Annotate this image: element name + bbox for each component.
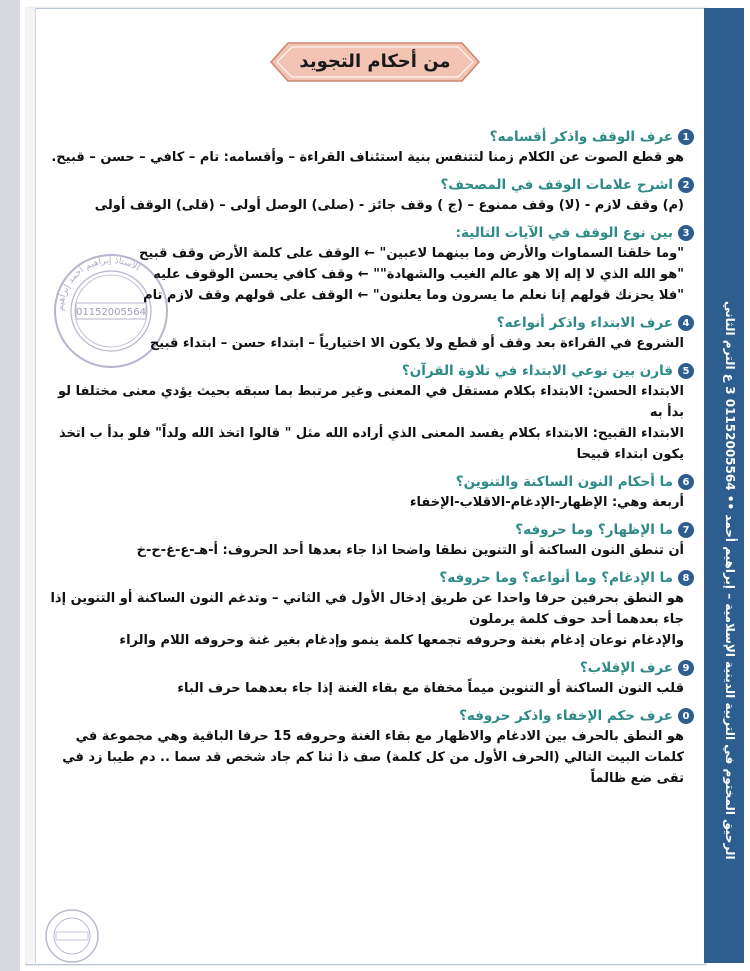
- question-number-badge: 6: [678, 474, 694, 490]
- small-stamp: [44, 908, 100, 964]
- question-text: ما أحكام النون الساكنة والتنوين؟: [455, 474, 673, 490]
- question-number-badge: 0: [678, 708, 694, 724]
- page-binding-edge: [26, 8, 36, 963]
- answer-block: [48, 195, 694, 216]
- question-row: [48, 361, 694, 381]
- answer-line: "وما خلقنا السماوات والأرض وما بينهما لاعبين" ← الوقف على كلمة الأرض وقف قبيح: [139, 246, 684, 261]
- question-row: [48, 658, 694, 678]
- question-number-badge: 9: [678, 660, 694, 676]
- question-row: [48, 568, 694, 588]
- question-text: عرف حكم الإخفاء واذكر حروفه؟: [459, 708, 673, 724]
- question-number-badge: 5: [678, 363, 694, 379]
- answer-line: هو النطق بالحرف بين الادغام والاظهار مع بقاء الغنة وحروفه 15 حرفا الباقية وهي مجموعة في كلمات البيت التالي (الحرف الأول من كل كلمة) صف ذا ثنا كم جاد شخص قد سما .. دم طيبا زد في تقى ضع ظالماً: [62, 729, 684, 786]
- qa-list: [48, 120, 694, 789]
- question-row: [48, 313, 694, 333]
- question-number-badge: 3: [678, 225, 694, 241]
- question-row: [48, 175, 694, 195]
- question-number-badge: 8: [678, 570, 694, 586]
- title-badge: [270, 42, 480, 82]
- answer-line: الشروع في القراءة بعد وقف أو قطع ولا يكون الا اختيارياً – ابتداء حسن – ابتداء قبيح: [149, 336, 684, 351]
- question-text: بين نوع الوقف في الآيات التالية:: [455, 225, 673, 241]
- answer-line: "هو الله الذي لا إله إلا هو عالم الغيب والشهادة"" ← وقف كافي يحسن الوقوف عليه: [153, 267, 684, 282]
- question-text: عرف الابتداء واذكر أنواعه؟: [496, 315, 673, 331]
- answer-block: [48, 726, 694, 789]
- question-text: عرف الإقلاب؟: [579, 660, 673, 676]
- answer-block: [48, 540, 694, 561]
- answer-line: (م) وقف لازم - (لا) وقف ممنوع – (ج ) وقف جائز - (صلى) الوصل أولى – (قلى) الوقف أولى: [94, 198, 684, 213]
- answer-line: هو النطق بحرفين حرفا واحدا عن طريق إدخال الأول في الثاني – وتدغم النون الساكنة أو التنوين إذا جاء بعدهما أحد حوف كلمة يرملون: [50, 591, 684, 627]
- question-number-badge: 1: [678, 129, 694, 145]
- question-number-badge: 4: [678, 315, 694, 331]
- answer-line: والإدغام نوعان إدغام بغنة وحروفه تجمعها كلمة ينمو وإدغام بغير غنة وحروفه اللام والراء: [119, 633, 684, 648]
- question-row: [48, 706, 694, 726]
- answer-line: الابتداء القبيح: الابتداء بكلام يفسد المعنى الذي أراده الله مثل " قالوا اتخذ الله ولداً" فلو بدأ ب اتخذ يكون ابتداء قبيحا: [58, 426, 684, 462]
- question-text: ما الإدغام؟ وما أنواعه؟ وما حروفه؟: [439, 570, 673, 586]
- answer-line: قلب النون الساكنة أو التنوين ميماً مخفاة مع بقاء الغنة إذا جاء بعدهما حرف الباء: [177, 681, 684, 696]
- question-text: اشرح علامات الوقف في المصحف؟: [440, 177, 673, 193]
- answer-line: الابتداء الحسن: الابتداء بكلام مستقل في المعنى وغير مرتبط بما سبقه بحيث يؤدي معنى مختلفا لو بدأ به: [58, 384, 684, 420]
- stamp-ring-text: الأستاذ إبراهيم أحمد إبراهيم: [55, 255, 142, 312]
- stamp-phone: 01152005564: [76, 307, 146, 318]
- question-number-badge: 7: [678, 522, 694, 538]
- side-strip-text: الرحيق المختوم في التربية الدينية الإسلامية – إبراهيم أحمد •• 01152005564 3 ع الترم الثاني: [723, 300, 737, 860]
- question-text: ما الإظهار؟ وما حروفه؟: [515, 522, 673, 538]
- question-text: عرف الوقف واذكر أقسامه؟: [489, 129, 673, 145]
- answer-line: أن تنطق النون الساكنة أو التنوين نطقا واضحا اذا جاء بعدها أحد الحروف: أ-هـ-ع-غ-ح-خ: [136, 543, 684, 558]
- answer-block: [48, 147, 694, 168]
- answer-line: هو قطع الصوت عن الكلام زمنا لتتنفس بنية استئناف القراءة – وأقسامه: تام – كافي – حسن – قبيح.: [51, 150, 684, 165]
- answer-block: [48, 333, 694, 354]
- answer-line: أربعة وهي: الإظهار-الإدغام-الاقلاب-الإخفاء: [409, 495, 684, 510]
- answer-line: "فلا يحزنك قولهم إنا نعلم ما يسرون وما يعلنون" ← الوقف على قولهم وقف لازم تام: [143, 288, 684, 303]
- question-text: قارن بين نوعي الابتداء في تلاوة القرآن؟: [401, 363, 673, 379]
- answer-block: [48, 678, 694, 699]
- question-number-badge: 2: [678, 177, 694, 193]
- question-row: [48, 520, 694, 540]
- answer-block: [48, 243, 694, 306]
- answer-block: [48, 492, 694, 513]
- answer-block: [48, 381, 694, 465]
- question-row: [48, 472, 694, 492]
- answer-block: [48, 588, 694, 651]
- question-row: [48, 127, 694, 147]
- page-title: من أحكام التجويد: [299, 51, 451, 72]
- question-row: [48, 223, 694, 243]
